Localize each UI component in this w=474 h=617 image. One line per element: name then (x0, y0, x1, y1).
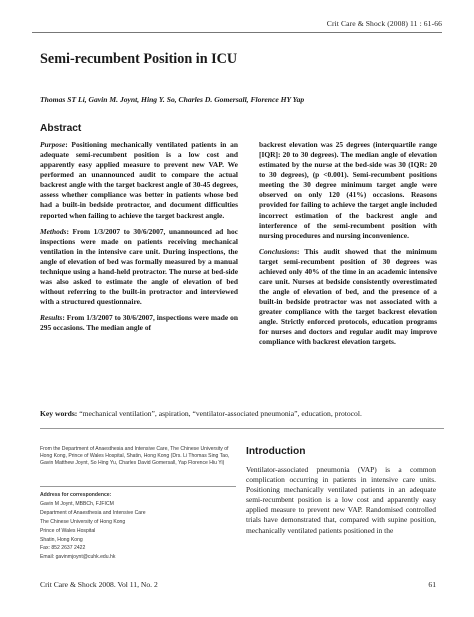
abstract-conclusions (259, 247, 437, 348)
introduction-heading: Introduction (246, 446, 306, 457)
abstract-results (40, 313, 238, 333)
results-continuation: backrest elevation was 25 degrees (interquartile range [IQR]: 20 to 30 degrees). The median angle of elevation estimated by the nurse at the bed-side was 30 (IQR: 20 to 30 degrees), (p <0.001). Semi-recumbent positions meeting the 30 degree minimum target angle were observed on only 120 (41%) occasions. Reasons provided for failing to achieve the target angle included incorrect estimation of the backrest angle and interference of the semi-recumbent position with nursing procedures and nursing inconvenience. (259, 140, 437, 240)
correspondence-line: Department of Anaesthesia and Intensive Care (40, 509, 146, 516)
correspondence-heading: Address for correspondence: (40, 492, 112, 498)
abstract-left-column (40, 140, 238, 333)
correspondence-line: Gavin M Joynt, MBBCh, FJFICM (40, 500, 114, 507)
methods-text: : From 1/3/2007 to 30/6/2007, unannounced ad hoc inspections were made on patients receiving mechanical ventilation in the intensive care unit. During inspections, the angle of elevation of bed was formally measured by a manual technique using a hand-held protractor. The nurse at bed-side was also asked to estimate the angle of elevation of bed without referring to the built-in protractor and interviewed with a structured questionnaire. (40, 226, 238, 307)
introduction-text: Ventilator-associated pneumonia (VAP) is a common complication occurring in patients in intensive care units. Positioning mechanically ventilated patients in an adequate semi-recumbent position is a low cost and apparently easy applied measure to prevent new VAP. Randomised controlled trials have demonstrated that, compared with supine position, mechanically ventilated patients positioned in the (246, 465, 436, 535)
correspondence-line: Shatin, Hong Kong (40, 536, 83, 543)
affiliation-note: From the Department of Anaesthesia and Intensive Care, The Chinese University of Hong Kong, Prince of Wales Hospital, Shatin, Hong Kong (Drs. Li Thomas Sing Tao, Gavin Matthew Joynt, So Hing Yu, Charles David Gomersall, Yap Florence Hiu Yi) (40, 446, 230, 467)
article-title: Semi-recumbent Position in ICU (40, 51, 238, 67)
correspondence-line: Prince of Wales Hospital (40, 527, 96, 534)
keywords-rule (40, 428, 444, 429)
affiliation-rule (40, 486, 236, 487)
results-text: : From 1/3/2007 to 30/6/2007, inspections were made on 295 occasions. The median angle of (40, 313, 238, 333)
conclusions-text: : This audit showed that the minimum target semi-recumbent position of 30 degrees was achieved only 40% of the time in an academic intensive care unit. Nurses at bedside consistently overestimated the angle of elevation of bed, and the presence of a built-in bedside protractor was not associated with a greater compliance with the target backrest elevation angle. Strictly enforced protocols, education programs for nurses and doctors and regular audit may improve compliance with backrest elevation targets. (259, 246, 437, 347)
correspondence-line: Fax: 852 2637 2422 (40, 545, 86, 552)
keywords-label: Key words: (40, 409, 78, 418)
author-list: Thomas ST Li, Gavin M. Joynt, Hing Y. So, Charles D. Gomersall, Florence HY Yap (40, 95, 305, 104)
purpose-label: Purpose (40, 140, 66, 149)
abstract-methods (40, 227, 238, 308)
abstract-right-column (259, 140, 437, 348)
running-header: Crit Care & Shock (2008) 11 : 61-66 (326, 19, 442, 28)
correspondence-block (40, 491, 236, 562)
abstract-heading: Abstract (40, 123, 82, 134)
keywords-text: “mechanical ventilation”, aspiration, “ventilator-associated pneumonia”, education, protocol. (77, 409, 362, 418)
keywords-line (40, 409, 444, 418)
page-number: 61 (428, 580, 436, 589)
correspondence-line: The Chinese University of Hong Kong (40, 518, 126, 525)
correspondence-email[interactable]: Email: gavinmjoynt@cuhk.edu.hk (40, 554, 116, 561)
conclusions-label: Conclusions (259, 246, 298, 256)
footer-citation: Crit Care & Shock 2008. Vol 11, No. 2 (40, 580, 158, 589)
purpose-text: : Positioning mechanically ventilated patients in an adequate semi-recumbent position is a low cost and apparently easy applied measure to prevent new VAP. We performed an unannounced audit to compare the actual backrest angle with the target backrest angle of 30-45 degrees, assess whether compliance was better in patients whose bed had a built-in bedside protractor, and document difficulties reported when failing to achieve the target backrest angle. (40, 140, 238, 220)
methods-label: Methods (40, 226, 67, 236)
abstract-purpose (40, 140, 238, 221)
header-rule (32, 32, 442, 33)
results-label: Results (40, 313, 63, 323)
